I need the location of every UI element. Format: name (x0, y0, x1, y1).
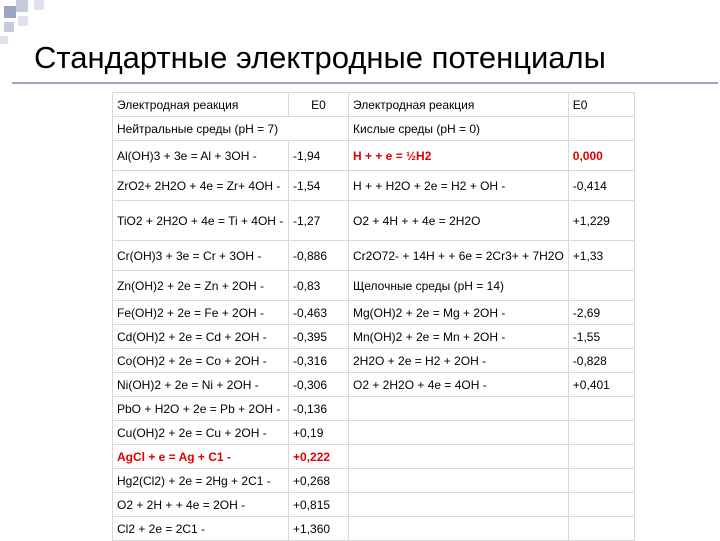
table-row (113, 93, 635, 117)
section-alkaline: Щелочные среды (pH = 14) (349, 271, 569, 301)
header-reaction: Электродная реакция (113, 93, 289, 117)
alkaline-e0-cell: -1,55 (568, 325, 634, 349)
empty-cell (568, 117, 634, 141)
reaction-cell: Hg2(Cl2) + 2e = 2Hg + 2C1 - (113, 469, 289, 493)
e0-cell: -0,316 (289, 349, 349, 373)
acid-e0-cell: 0,000 (568, 141, 634, 171)
empty-cell (349, 421, 569, 445)
empty-cell (568, 445, 634, 469)
alkaline-reaction-cell: 2H2O + 2e = H2 + 2OH - (349, 349, 569, 373)
e0-cell: +0,815 (289, 493, 349, 517)
alkaline-reaction-cell: Mg(OH)2 + 2e = Mg + 2OH - (349, 301, 569, 325)
header-e0-2: E0 (568, 93, 634, 117)
e0-cell: -0,83 (289, 271, 349, 301)
table-row (113, 117, 635, 141)
table-row (113, 397, 635, 421)
e0-cell: -0,306 (289, 373, 349, 397)
page-title: Стандартные электродные потенциалы (34, 40, 606, 75)
decor-square-2 (16, 0, 28, 12)
reaction-cell: Co(OH)2 + 2e = Co + 2OH - (113, 349, 289, 373)
empty-cell (568, 397, 634, 421)
decor-square-5 (18, 16, 28, 26)
empty-cell (349, 517, 569, 541)
reaction-cell: Fe(OH)2 + 2e = Fe + 2OH - (113, 301, 289, 325)
e0-cell: -1,27 (289, 201, 349, 241)
header-e0: E0 (289, 93, 349, 117)
reaction-cell: O2 + 2H + + 4e = 2OH - (113, 493, 289, 517)
e0-cell: -1,54 (289, 171, 349, 201)
acid-e0-cell: +1,229 (568, 201, 634, 241)
decor-square-3 (34, 0, 44, 10)
reaction-cell: Zn(OH)2 + 2e = Zn + 2OH - (113, 271, 289, 301)
reaction-cell: AgCl + e = Ag + C1 - (113, 445, 289, 469)
reaction-cell: Cu(OH)2 + 2e = Cu + 2OH - (113, 421, 289, 445)
e0-cell: +0,19 (289, 421, 349, 445)
table-row (113, 241, 635, 271)
e0-cell: +0,222 (289, 445, 349, 469)
acid-e0-cell: -0,414 (568, 171, 634, 201)
table-row (113, 141, 635, 171)
decor-square-1 (4, 6, 16, 18)
reaction-cell: Ni(OH)2 + 2e = Ni + 2OH - (113, 373, 289, 397)
section-neutral: Нейтральные среды (pH = 7) (113, 117, 349, 141)
reaction-cell: PbO + H2O + 2e = Pb + 2OH - (113, 397, 289, 421)
e0-cell: -0,886 (289, 241, 349, 271)
potentials-table (112, 92, 635, 541)
acid-e0-cell: +1,33 (568, 241, 634, 271)
table-row (113, 171, 635, 201)
title-underline (12, 82, 718, 84)
header-reaction-2: Электродная реакция (349, 93, 569, 117)
e0-cell: -1,94 (289, 141, 349, 171)
table-row (113, 469, 635, 493)
reaction-cell: Al(OH)3 + 3e = Al + 3OH - (113, 141, 289, 171)
table-row (113, 445, 635, 469)
alkaline-e0-cell: -2,69 (568, 301, 634, 325)
acid-reaction-cell: O2 + 4H + + 4e = 2H2O (349, 201, 569, 241)
reaction-cell: TiO2 + 2H2O + 4e = Ti + 4OH - (113, 201, 289, 241)
empty-cell (349, 469, 569, 493)
e0-cell: -0,395 (289, 325, 349, 349)
reaction-cell: Cr(OH)3 + 3e = Cr + 3OH - (113, 241, 289, 271)
reaction-cell: ZrO2+ 2H2O + 4e = Zr+ 4OH - (113, 171, 289, 201)
table-row (113, 201, 635, 241)
table-row (113, 301, 635, 325)
alkaline-e0-cell: +0,401 (568, 373, 634, 397)
alkaline-reaction-cell: O2 + 2H2O + 4e = 4OH - (349, 373, 569, 397)
empty-cell (349, 445, 569, 469)
reaction-cell: Cd(OH)2 + 2e = Cd + 2OH - (113, 325, 289, 349)
section-acid: Кислые среды (pH = 0) (349, 117, 569, 141)
table-row (113, 325, 635, 349)
table-row (113, 493, 635, 517)
e0-cell: +1,360 (289, 517, 349, 541)
alkaline-reaction-cell: Mn(OH)2 + 2e = Mn + 2OH - (349, 325, 569, 349)
alkaline-e0-cell: -0,828 (568, 349, 634, 373)
acid-reaction-cell: H + + H2O + 2e = H2 + OH - (349, 171, 569, 201)
table-row (113, 271, 635, 301)
empty-cell (568, 421, 634, 445)
table-row (113, 421, 635, 445)
e0-cell: -0,136 (289, 397, 349, 421)
empty-cell (568, 469, 634, 493)
empty-cell (568, 493, 634, 517)
table-row (113, 349, 635, 373)
empty-cell (568, 271, 634, 301)
decor-square-4 (4, 22, 14, 32)
table-row (113, 373, 635, 397)
empty-cell (349, 493, 569, 517)
e0-cell: +0,268 (289, 469, 349, 493)
acid-reaction-cell: H + + e = ½H2 (349, 141, 569, 171)
e0-cell: -0,463 (289, 301, 349, 325)
empty-cell (568, 517, 634, 541)
empty-cell (349, 397, 569, 421)
acid-reaction-cell: Cr2O72- + 14H + + 6e = 2Cr3+ + 7H2O (349, 241, 569, 271)
table-row (113, 517, 635, 541)
reaction-cell: Cl2 + 2e = 2C1 - (113, 517, 289, 541)
decor-square-6 (0, 36, 8, 44)
